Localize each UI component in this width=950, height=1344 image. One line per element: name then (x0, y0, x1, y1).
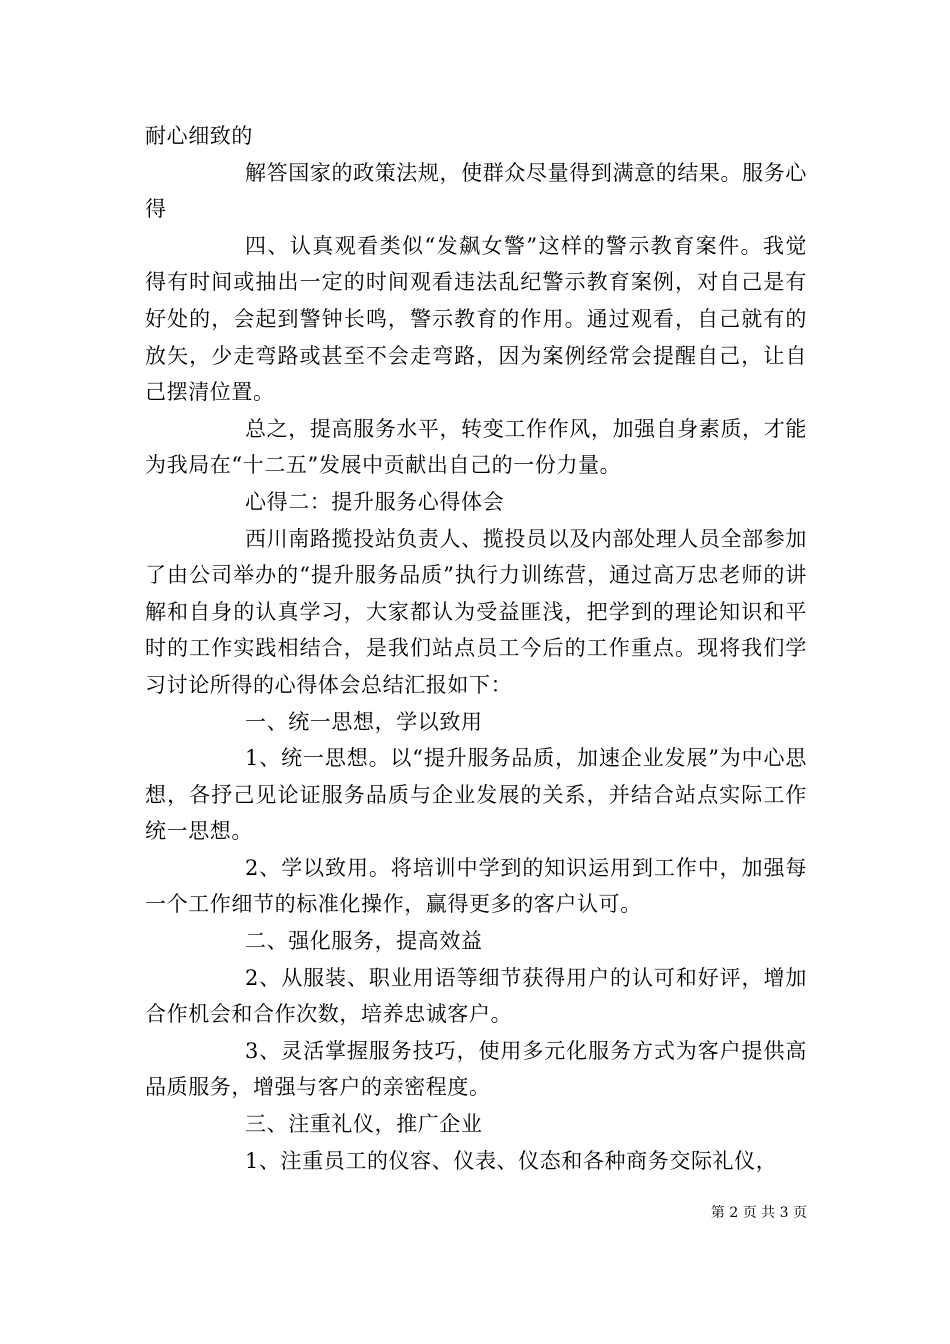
paragraph: 1、注重员工的仪容、仪表、仪态和各种商务交际礼仪， (245, 1148, 778, 1173)
document-body (145, 118, 807, 1179)
paragraph: 1、统一思想。以“提升服务品质，加速企业发展”为中心思想，各抒己见论证服务品质与企业发展的关系，并结合站点实际工作统一思想。 (145, 746, 807, 844)
paragraph: 解答国家的政策法规，使群众尽量得到满意的结果。服务心得 (145, 160, 807, 222)
page-number: 第 2 页 共 3 页 (710, 1205, 807, 1221)
paragraph: 3、灵活掌握服务技巧，使用多元化服务方式为客户提供高品质服务，增强与客户的亲密程度。 (145, 1038, 807, 1100)
section-heading: 心得二：提升服务心得体会 (245, 489, 505, 514)
section-heading: 一、统一思想，学以致用 (245, 709, 483, 734)
paragraph: 2、从服装、职业用语等细节获得用户的认可和好评，增加合作机会和合作次数，培养忠诚客户。 (145, 965, 807, 1027)
section-heading: 二、强化服务，提高效益 (245, 929, 483, 954)
paragraph: 西川南路揽投站负责人、揽投员以及内部处理人员全部参加了由公司举办的“提升服务品质”执行力训练营，通过高万忠老师的讲解和自身的认真学习，大家都认为受益匪浅，把学到的理论知识和平时的工作实践相结合，是我们站点员工今后的工作重点。现将我们学习讨论所得的心得体会总结汇报如下： (145, 526, 807, 697)
paragraph: 总之，提高服务水平，转变工作作风，加强自身素质，才能为我局在“十二五”发展中贡献出自己的一份力量。 (145, 416, 807, 478)
paragraph: 耐心细致的 (145, 124, 253, 148)
paragraph: 四、认真观看类似“发飙女警”这样的警示教育案件。我觉得有时间或抽出一定的时间观看违法乱纪警示教育案例，对自己是有好处的，会起到警钟长鸣，警示教育的作用。通过观看，自己就有的放矢，少走弯路或甚至不会走弯路，因为案例经常会提醒自己，让自己摆清位置。 (145, 233, 807, 405)
section-heading: 三、注重礼仪，推广企业 (245, 1112, 483, 1137)
paragraph: 2、学以致用。将培训中学到的知识运用到工作中，加强每一个工作细节的标准化操作，赢得更多的客户认可。 (145, 855, 807, 917)
